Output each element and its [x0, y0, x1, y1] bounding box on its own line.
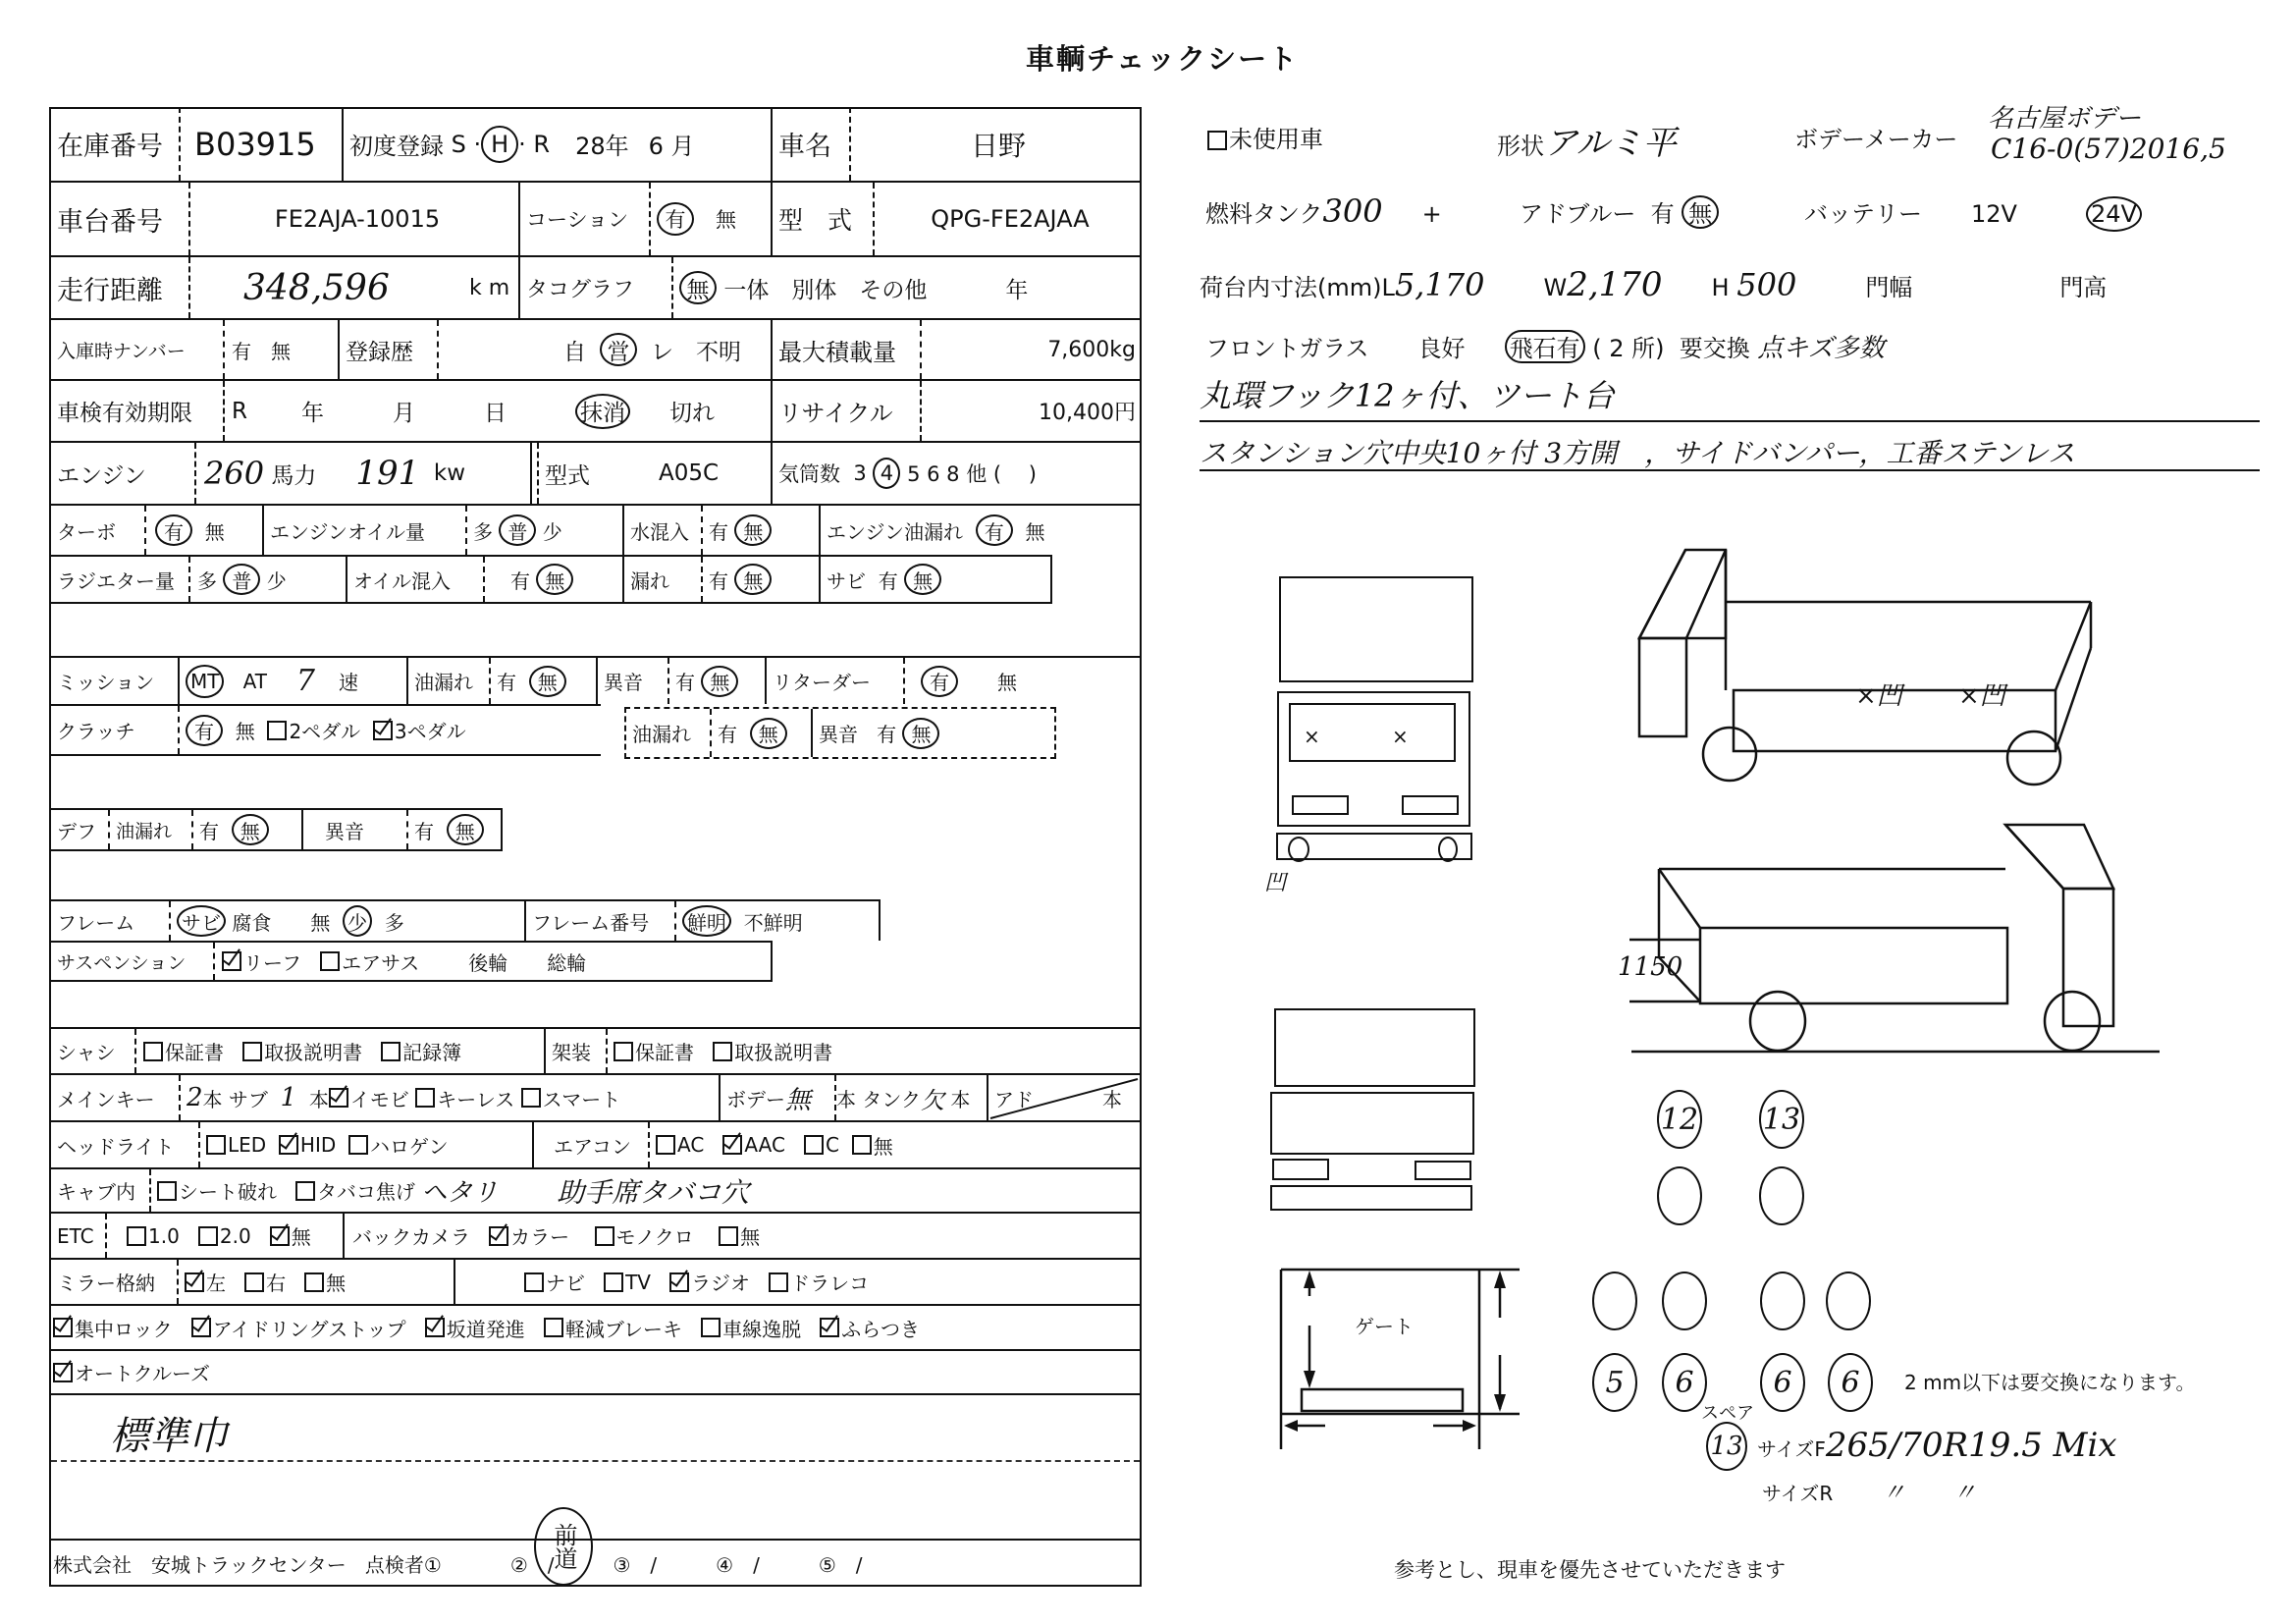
- unused-vehicle: 未使用車: [1207, 120, 1323, 154]
- c-checkbox[interactable]: [804, 1135, 824, 1155]
- front-view-lamp-left: [1292, 795, 1349, 815]
- rear-bumper: [1270, 1185, 1472, 1211]
- body-maker: 名古屋ボデー: [1988, 104, 2142, 134]
- tire-front-right-inner: [1759, 1166, 1804, 1225]
- cylinders: 気筒数 3 4 5 6 8 他 ( ): [773, 443, 1140, 504]
- notes-area[interactable]: [51, 1393, 1140, 1539]
- mirror-left-checkbox[interactable]: [185, 1272, 204, 1292]
- mileage-value: 348,596: [243, 267, 390, 308]
- hid-checkbox[interactable]: [279, 1135, 298, 1155]
- footer-row: [51, 1523, 1140, 1587]
- radio-checkbox[interactable]: [669, 1272, 689, 1292]
- tire-front-left-inner: [1657, 1166, 1702, 1225]
- truck-side-view-1: [1620, 540, 2169, 795]
- diff-noise-value: 有 無: [408, 810, 502, 849]
- tire-replace-note: 2 mm以下は要交換になります。: [1904, 1371, 2196, 1394]
- mirror-none-checkbox[interactable]: [304, 1272, 324, 1292]
- halogen-checkbox[interactable]: [348, 1135, 368, 1155]
- engine-model: 型式 A05C: [545, 460, 720, 489]
- footer-value: 株式会社 安城トラックセンター 点検者① 前道 ② / ③ / ④ / ⑤ /: [51, 1541, 1131, 1587]
- page-title: 車輌チェックシート: [1026, 42, 1300, 76]
- retarder-label: リターダー: [773, 671, 871, 694]
- color-camera-checkbox[interactable]: [489, 1226, 508, 1246]
- leak-label: 漏れ: [630, 568, 669, 593]
- front-view-windshield: [1279, 576, 1473, 682]
- engine-label: エンジン: [57, 462, 146, 489]
- main-key-value: 2 本 サブ 1 本 イモビ キーレス スマート: [187, 1083, 621, 1112]
- etc-none-checkbox[interactable]: [270, 1226, 290, 1246]
- body-maker-label: ボデーメーカー: [1794, 126, 1958, 153]
- engine-leak: エンジン油漏れ 有 無: [821, 506, 1140, 555]
- chassis-no: FE2AJA-10015: [274, 205, 441, 233]
- caution-label: コーション: [526, 208, 629, 232]
- mileage-unit: k m: [469, 275, 510, 300]
- retarder-value: 有 無: [915, 658, 1140, 704]
- cruise-value: オートクルーズ: [51, 1351, 444, 1393]
- tacho-label: タコグラフ: [526, 277, 635, 302]
- inspection-date: R 年 月 日 抹消 切れ: [226, 381, 771, 441]
- row-headlight: ヘッドライト LED HID ハロゲン エアコン AC AAC C 無: [51, 1120, 1140, 1167]
- engine-power: 260 馬力 191 kw: [204, 454, 466, 493]
- hill-start-checkbox[interactable]: [425, 1318, 445, 1337]
- rear-view-body: [1270, 1092, 1474, 1155]
- row-clutch: [51, 704, 601, 756]
- check-table: [49, 107, 1142, 1587]
- frame-label: フレーム: [57, 910, 135, 935]
- unused-checkbox[interactable]: [1207, 131, 1227, 150]
- mission-leak-label: 油漏れ: [414, 671, 473, 694]
- keyless-checkbox[interactable]: [415, 1088, 435, 1108]
- model-label: 型 式: [778, 206, 853, 235]
- tire-size-front: サイズF265/70R19.5 Mix: [1757, 1426, 2117, 1465]
- radiator-label: ラジエター量: [57, 568, 175, 593]
- etc-2-checkbox[interactable]: [198, 1226, 218, 1246]
- front-mark-2: ×: [1392, 725, 1409, 748]
- oil-mix-value: 有 無: [485, 557, 622, 602]
- inspect-cancel-circled: 抹消: [575, 394, 630, 429]
- side-mark-1: ×凹: [1855, 681, 1902, 711]
- tire-rear-3-upper: [1760, 1272, 1805, 1330]
- leak-value: 有 無: [703, 557, 821, 602]
- wobble-checkbox[interactable]: [820, 1318, 839, 1337]
- row-inspection: [51, 379, 1140, 441]
- stock-no: B03915: [194, 125, 316, 163]
- rear-view-top: [1274, 1008, 1475, 1087]
- turbo-label: ターボ: [57, 519, 116, 544]
- car-name: 日野: [970, 129, 1026, 162]
- seat-tear-checkbox[interactable]: [157, 1181, 177, 1201]
- etc-value: 1.0 2.0 無: [107, 1214, 392, 1258]
- diff-label: デフ: [57, 819, 96, 843]
- rear-lamp-right: [1415, 1161, 1471, 1180]
- car-name-label: 車名: [778, 132, 831, 162]
- chassis-manual-checkbox[interactable]: [242, 1042, 262, 1061]
- leaf-checkbox[interactable]: [222, 951, 241, 971]
- body-manual-checkbox[interactable]: [713, 1042, 732, 1061]
- media-value: ナビ TV ラジオ ドラレコ: [455, 1260, 1133, 1304]
- company-name: 株式会社 安城トラックセンター: [53, 1553, 347, 1577]
- plate-label: 入庫時ナンバー: [57, 340, 186, 362]
- remark-2: スタンション穴中央10ヶ付 3方開 ，サイドバンパー，工番ステンレス: [1200, 437, 2075, 469]
- tire-front-left: 12: [1657, 1090, 1702, 1149]
- row-diff: デフ 油漏れ 有 無 異音 有 無: [51, 808, 503, 851]
- row-frame: [51, 899, 881, 941]
- reg-history-value: 自 営 レ 不明: [439, 320, 771, 379]
- rear-lamp-left: [1272, 1159, 1329, 1180]
- mirror-value: 左 右 無: [179, 1260, 424, 1304]
- mirror-right-checkbox[interactable]: [244, 1272, 264, 1292]
- mission-value: MT AT 7 速: [180, 658, 405, 704]
- max-load-label: 最大積載量: [778, 338, 896, 366]
- row-mission: [51, 656, 1140, 704]
- aac-checkbox[interactable]: [722, 1135, 742, 1155]
- idling-stop-checkbox[interactable]: [191, 1318, 211, 1337]
- navi-checkbox[interactable]: [524, 1272, 544, 1292]
- mission-noise-value: 有 無: [669, 658, 763, 704]
- fuel-tank: 燃料タンク300 +: [1205, 192, 1442, 230]
- oil-level-value: 多 普 少: [467, 506, 614, 555]
- front-bumper-mark: 凹: [1264, 871, 1287, 895]
- first-reg-month: 6 月: [648, 133, 695, 160]
- rust: サビ 有 無: [821, 557, 1046, 602]
- adblue: アドブルー 有 無: [1520, 194, 1719, 229]
- suspension-value: リーフ エアサス 後輪 総輪: [216, 943, 766, 980]
- clutch-extra: 油漏れ 有 無 異音 有 無: [624, 707, 1056, 759]
- headlight-value: LED HID ハロゲン: [200, 1122, 534, 1167]
- row-radiator: [51, 555, 1052, 604]
- chassis-docs: 保証書 取扱説明書 記録簿: [137, 1029, 550, 1073]
- ac-checkbox[interactable]: [656, 1135, 675, 1155]
- diff-leak-value: 有 無: [193, 810, 292, 849]
- body-warranty-checkbox[interactable]: [614, 1042, 633, 1061]
- side-mark-2: ×凹: [1958, 681, 2005, 711]
- features-value: 集中ロック アイドリングストップ 坂道発進 軽減ブレーキ 車線逸脱 ふらつき: [51, 1306, 1131, 1349]
- row-mileage: [51, 255, 1140, 318]
- tire-rear-4-upper: [1826, 1272, 1871, 1330]
- tire-rear-1-upper: [1592, 1272, 1637, 1330]
- row-engine: [51, 441, 1140, 504]
- row-plate: [51, 318, 1140, 379]
- tire-rear-1: 5: [1592, 1353, 1637, 1412]
- height-label: 1150: [1618, 952, 1683, 982]
- first-registration: 初度登録 S · H · R 28年 6 月: [344, 107, 775, 181]
- mission-noise-label: 異音: [604, 671, 643, 694]
- adblue-key: アド 本: [994, 1087, 1122, 1111]
- caution-value: 有 無: [651, 183, 769, 255]
- mission-label: ミッション: [57, 671, 155, 694]
- disclaimer: 参考とし、現車を優先させていただきます: [1394, 1558, 1786, 1582]
- row-stock: [51, 107, 1140, 181]
- first-reg-year: 28年: [575, 133, 629, 160]
- smart-checkbox[interactable]: [521, 1088, 541, 1108]
- back-camera: バックカメラ カラー モノクロ 無: [352, 1225, 761, 1249]
- plate-opts: 有 無: [232, 339, 291, 363]
- radiator-value: 多 普 少: [191, 557, 339, 602]
- oil-mix-label: オイル混入: [353, 568, 451, 593]
- tacho-value: 無 一体 別体 その他 年: [673, 257, 1140, 318]
- row-docs: シャシ 保証書 取扱説明書 記録簿 架装 保証書 取扱説明書: [51, 1027, 1140, 1073]
- frame-no-value: 鮮明 不鮮明: [676, 901, 878, 941]
- immobi-checkbox[interactable]: [329, 1088, 348, 1108]
- brake-assist-checkbox[interactable]: [544, 1318, 563, 1337]
- tank-key: 本 タンク 欠 本: [836, 1086, 971, 1114]
- oil-level-label: エンジンオイル量: [270, 519, 425, 544]
- camera-none-checkbox[interactable]: [719, 1226, 738, 1246]
- recycle-label: リサイクル: [778, 400, 893, 427]
- tire-rear-4: 6: [1828, 1353, 1873, 1412]
- row-mirror: ミラー格納 左 右 無 ナビ TV ラジオ ドラレコ: [51, 1258, 1140, 1304]
- clutch-value: 有 無 2ペダル 3ペダル: [180, 706, 602, 754]
- battery: バッテリー 12V 24V: [1804, 194, 2142, 232]
- notes-handwritten: 標準巾: [110, 1414, 228, 1459]
- recycle-fee: 10,400円: [1039, 401, 1136, 425]
- max-load: 7,600kg: [1047, 337, 1136, 362]
- aircon-value: AC AAC C 無: [650, 1122, 1042, 1167]
- tire-front-right: 13: [1759, 1090, 1804, 1149]
- mission-leak-value: 有 無: [491, 658, 594, 704]
- chassis-record-checkbox[interactable]: [381, 1042, 400, 1061]
- row-features: [51, 1304, 1140, 1349]
- gate-label: ゲート: [1355, 1315, 1414, 1338]
- stock-no-label: 在庫番号: [57, 132, 163, 162]
- frame-value: サビ 腐食 無 少 多: [171, 901, 524, 941]
- spare-label: スペア: [1701, 1403, 1754, 1424]
- bed-dimensions: 荷台内寸法(mm)L5,170 W2,170 H 500 門幅 門高: [1200, 265, 2108, 304]
- tire-rear-3: 6: [1760, 1353, 1805, 1412]
- remark-1: 丸環フック12ヶ付、ツート台: [1200, 377, 1615, 414]
- pedal2-checkbox[interactable]: [267, 721, 287, 740]
- row-keys: メインキー 2 本 サブ 1 本 イモビ キーレス スマート ボデー 無 本 タンク 欠 本 アド 本: [51, 1073, 1140, 1120]
- aircon-none-checkbox[interactable]: [852, 1135, 872, 1155]
- tire-size-rear: サイズR 〃 〃: [1762, 1479, 1977, 1506]
- era-h-circled: H: [481, 126, 518, 163]
- model: QPG-FE2AJAA: [931, 205, 1090, 233]
- tv-checkbox[interactable]: [604, 1272, 623, 1292]
- gate-diagram: [1266, 1257, 1531, 1453]
- body-docs: 保証書 取扱説明書: [608, 1029, 1000, 1073]
- body-shape: 形状アルミ平: [1497, 124, 1677, 163]
- frame-no-label: フレーム番号: [532, 910, 650, 935]
- row-cab: キャブ内 シート破れ タバコ焦げ ヘタリ 助手席タバコ穴: [51, 1167, 1140, 1212]
- reg-history-label: 登録歴: [346, 339, 413, 365]
- cab-value: シート破れ タバコ焦げ ヘタリ 助手席タバコ穴: [151, 1169, 1133, 1212]
- suspension-label: サスペンション: [57, 951, 187, 974]
- front-mark-1: ×: [1304, 725, 1320, 748]
- cruise-checkbox[interactable]: [53, 1363, 73, 1382]
- turbo-value: 有 無: [149, 506, 257, 555]
- central-lock-checkbox[interactable]: [53, 1318, 73, 1337]
- clutch-label: クラッチ: [57, 720, 135, 743]
- etc-1-checkbox[interactable]: [127, 1226, 146, 1246]
- water-value: 有 無: [703, 506, 821, 555]
- dashcam-checkbox[interactable]: [769, 1272, 788, 1292]
- led-checkbox[interactable]: [206, 1135, 226, 1155]
- inspection-label: 車検有効期限: [57, 401, 192, 426]
- tire-rear-2-upper: [1662, 1272, 1707, 1330]
- body-key: ボデー 無: [726, 1085, 812, 1115]
- front-view-lamp-right: [1402, 795, 1459, 815]
- air-checkbox[interactable]: [320, 951, 340, 971]
- truck-side-view-2: [1620, 820, 2169, 1056]
- row-turbo: [51, 504, 1140, 555]
- lane-checkbox[interactable]: [701, 1318, 721, 1337]
- row-chassis: [51, 181, 1140, 255]
- water-label: 水混入: [630, 519, 689, 544]
- tire-rear-2: 6: [1662, 1353, 1707, 1412]
- front-glass: フロントガラス 良好 飛石有 ( 2 所) 要交換 点キズ多数: [1205, 328, 1885, 364]
- pedal3-checkbox[interactable]: [373, 721, 393, 740]
- row-cruise: [51, 1349, 1140, 1393]
- mileage-label: 走行距離: [57, 275, 163, 306]
- tire-spare: 13: [1706, 1422, 1747, 1471]
- body-maker-code: C16-0(57)2016,5: [1991, 133, 2226, 165]
- row-suspension: [51, 941, 773, 982]
- chassis-warranty-checkbox[interactable]: [143, 1042, 163, 1061]
- chassis-no-label: 車台番号: [57, 206, 163, 238]
- row-etc: ETC 1.0 2.0 無 バックカメラ カラー モノクロ 無: [51, 1212, 1140, 1258]
- tobacco-checkbox[interactable]: [295, 1181, 315, 1201]
- inspector-stamp: 前道: [534, 1507, 593, 1586]
- mono-camera-checkbox[interactable]: [595, 1226, 614, 1246]
